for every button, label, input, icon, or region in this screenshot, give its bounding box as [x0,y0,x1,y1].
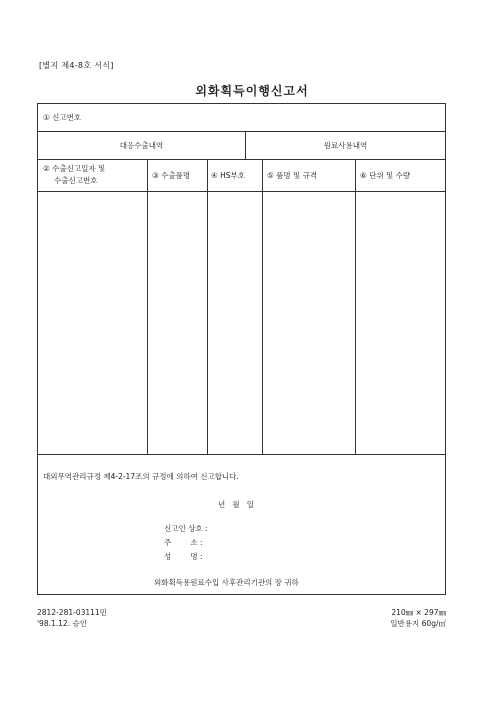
column-divider [207,160,208,454]
column-header-row [38,160,445,192]
material-section-label: 원료사용내역 [323,141,368,150]
header-unit-qty [355,160,445,191]
header-export-date-line1: ② 수출신고일자 및 [43,164,106,173]
report-number-row [38,104,445,132]
section-header-row [38,132,445,160]
export-section-label: 대응수출내역 [38,132,246,159]
column-divider [355,160,356,454]
declaration-section [38,454,445,595]
header-unit-qty-label: ⑥ 단위 및 수량 [360,171,411,180]
header-export-item [147,160,207,191]
footer-paper-type: 일반용지 60g/㎡ [390,619,446,628]
footer-paper-size: 210㎜ × 297㎜ [391,608,446,617]
date-line: 년 월 일 [218,500,255,509]
declaration-text: 대외무역관리규정 제4-2-17조의 규정에 의하여 신고합니다. [43,472,239,481]
reporter-name: 성 명 : [164,552,203,561]
form-frame [37,103,446,595]
report-number-label: ① 신고번호 [43,113,82,122]
column-divider [262,160,263,454]
header-hs-code-label: ④ HS부호 [211,171,245,180]
footer-approval: '98.1.12. 승인 [37,619,87,628]
addressee: 외화획득용원료수입 사후관리기관의 장 귀하 [154,578,299,587]
footer-form-code: 2812-281-03111민 [37,608,107,617]
reporter-address: 주 소 : [164,538,203,547]
reporter-company: 신고인 상호 : [164,524,208,533]
header-export-date-line2: 수출신고번호 [54,176,98,185]
header-item-spec-label: ⑤ 품명 및 규격 [267,171,318,180]
header-export-item-label: ③ 수출품명 [152,171,191,180]
column-divider [147,160,148,454]
form-title: 외화획득이행신고서 [195,84,309,98]
header-export-date [38,160,147,191]
form-reference: [별지 제4-8호 서식] [39,61,114,70]
header-hs-code [207,160,262,191]
header-item-spec [262,160,355,191]
